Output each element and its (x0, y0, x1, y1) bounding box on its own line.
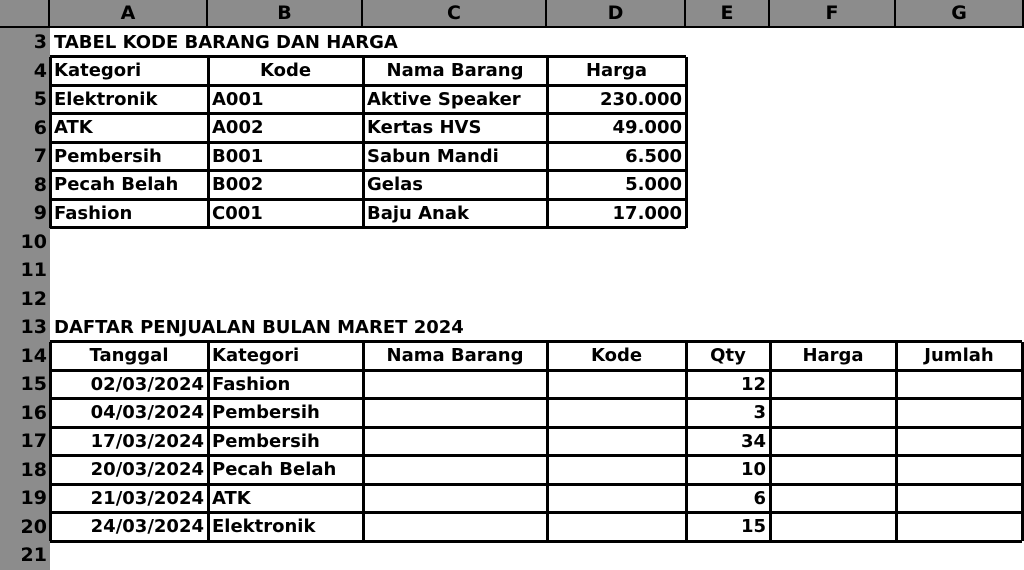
table2-header-nama-barang[interactable]: Nama Barang (386, 345, 524, 366)
table2-hline (50, 511, 1022, 514)
table2-cell[interactable] (900, 399, 1018, 427)
table2-hline (50, 340, 1022, 343)
table2-vline (546, 342, 549, 542)
table2-vline (1021, 342, 1024, 542)
row-header-4[interactable]: 4 (0, 57, 50, 86)
table2-hline (50, 369, 1022, 372)
table2-cell[interactable]: 20/03/2024 (90, 459, 204, 480)
table2-cell[interactable] (367, 399, 543, 427)
column-header-d[interactable]: D (547, 0, 686, 28)
table1-hline (50, 55, 686, 58)
table1-cell[interactable]: A002 (212, 117, 264, 138)
table2-cell[interactable] (774, 428, 892, 456)
table2-hline (50, 483, 1022, 486)
table2-cell[interactable]: 10 (740, 459, 766, 480)
table2-cell[interactable] (900, 456, 1018, 484)
table2-cell[interactable] (900, 371, 1018, 399)
row-header-18[interactable]: 18 (0, 456, 50, 485)
table1-cell[interactable]: Sabun Mandi (367, 145, 499, 167)
table1-cell[interactable]: Gelas (367, 174, 424, 195)
table2-cell[interactable] (367, 428, 543, 456)
table1-hline (50, 112, 686, 115)
column-header-f[interactable]: F (770, 0, 896, 28)
table2-cell[interactable]: 12 (740, 373, 766, 395)
table1-vline (49, 57, 52, 228)
column-header-b[interactable]: B (208, 0, 363, 28)
table1-cell[interactable]: Elektronik (54, 88, 158, 110)
row-header-19[interactable]: 19 (0, 484, 50, 513)
table1-cell[interactable]: B001 (212, 145, 264, 167)
table2-cell[interactable]: 02/03/2024 (90, 373, 204, 395)
table2-cell[interactable]: Pecah Belah (212, 459, 337, 480)
table2-cell[interactable]: Pembersih (212, 430, 320, 452)
table2-hline (50, 397, 1022, 400)
table2-cell[interactable] (551, 371, 682, 399)
table1-cell[interactable]: 230.000 (600, 88, 682, 110)
table2-header-harga[interactable]: Harga (802, 345, 864, 366)
table2-vline (362, 342, 365, 542)
table1-cell[interactable]: Pecah Belah (54, 174, 179, 195)
row-header-14[interactable]: 14 (0, 342, 50, 371)
table2-header-kode[interactable]: Kode (590, 345, 643, 366)
table2-header-jumlah[interactable]: Jumlah (924, 345, 994, 366)
row-header-10[interactable]: 10 (0, 228, 50, 257)
table2-hline (50, 454, 1022, 457)
table2-header-kategori[interactable]: Kategori (212, 345, 300, 366)
table2-header-tanggal[interactable]: Tanggal (89, 345, 169, 366)
table1-cell[interactable]: Fashion (54, 202, 133, 224)
table2-cell[interactable]: 04/03/2024 (90, 402, 204, 423)
column-header-a[interactable]: A (50, 0, 208, 28)
table1-cell[interactable]: Kertas HVS (367, 117, 482, 138)
table2-cell[interactable] (900, 428, 1018, 456)
table2-cell[interactable]: 34 (740, 430, 766, 452)
table2-cell[interactable]: 21/03/2024 (90, 487, 204, 509)
table1-vline (362, 57, 365, 228)
table2-cell[interactable]: ATK (212, 487, 251, 509)
row-header-11[interactable]: 11 (0, 256, 50, 285)
row-header-5[interactable]: 5 (0, 85, 50, 114)
table1-cell[interactable]: Aktive Speaker (367, 88, 521, 110)
table1-hline (50, 169, 686, 172)
table1-cell[interactable]: C001 (212, 202, 263, 224)
table2-cell[interactable] (774, 371, 892, 399)
row-header-3[interactable]: 3 (0, 28, 50, 57)
row-header-6[interactable]: 6 (0, 114, 50, 143)
table2-title: DAFTAR PENJUALAN BULAN MARET 2024 (54, 316, 464, 338)
table2-hline (50, 426, 1022, 429)
table2-cell[interactable]: 3 (753, 402, 766, 423)
table2-cell[interactable] (774, 485, 892, 513)
table2-cell[interactable]: Pembersih (212, 402, 320, 423)
table2-header-qty[interactable]: Qty (710, 345, 746, 366)
table2-vline (207, 342, 210, 542)
table2-cell[interactable] (774, 456, 892, 484)
table1-cell[interactable]: B002 (212, 174, 264, 195)
table2-cell[interactable] (551, 513, 682, 541)
table1-title: TABEL KODE BARANG DAN HARGA (54, 31, 398, 53)
table1-hline (50, 141, 686, 144)
row-header-7[interactable]: 7 (0, 142, 50, 171)
table2-cell[interactable] (774, 399, 892, 427)
table1-vline (685, 57, 688, 228)
table1-hline (50, 226, 686, 229)
table1-header-kode[interactable]: Kode (259, 60, 312, 81)
row-header-21[interactable]: 21 (0, 541, 50, 570)
table1-cell[interactable]: Pembersih (54, 145, 162, 167)
table2-cell[interactable] (551, 485, 682, 513)
table2-cell[interactable]: 6 (753, 487, 766, 509)
table1-header-harga[interactable]: Harga (585, 60, 648, 81)
table2-cell[interactable]: Fashion (212, 373, 291, 395)
table1-header-kategori[interactable]: Kategori (54, 60, 142, 81)
row-header-17[interactable]: 17 (0, 427, 50, 456)
row-header-13[interactable]: 13 (0, 313, 50, 342)
table2-cell[interactable] (774, 513, 892, 541)
table1-cell[interactable]: Baju Anak (367, 202, 469, 224)
table2-vline (685, 342, 688, 542)
row-header-20[interactable]: 20 (0, 513, 50, 542)
table1-cell[interactable]: ATK (54, 117, 93, 138)
table2-cell[interactable] (367, 513, 543, 541)
table1-cell[interactable]: 49.000 (612, 117, 682, 138)
table1-cell[interactable]: 6.500 (625, 145, 682, 167)
row-header-12[interactable]: 12 (0, 285, 50, 314)
row-header-15[interactable]: 15 (0, 370, 50, 399)
table1-vline (546, 57, 549, 228)
table2-cell[interactable] (900, 485, 1018, 513)
table2-vline (895, 342, 898, 542)
table1-cell[interactable]: 5.000 (625, 174, 682, 195)
table2-cell[interactable] (551, 399, 682, 427)
table1-vline (207, 57, 210, 228)
table2-cell[interactable]: Elektronik (212, 516, 316, 537)
row-header-9[interactable]: 9 (0, 199, 50, 228)
table1-hline (50, 198, 686, 201)
table2-cell[interactable] (551, 428, 682, 456)
table1-cell[interactable]: 17.000 (612, 202, 682, 224)
column-header-c[interactable]: C (363, 0, 547, 28)
table2-cell[interactable]: 17/03/2024 (90, 430, 204, 452)
column-header-e[interactable]: E (686, 0, 770, 28)
row-header-16[interactable]: 16 (0, 399, 50, 428)
table2-vline (769, 342, 772, 542)
table1-header-nama-barang[interactable]: Nama Barang (386, 60, 524, 81)
table1-cell[interactable]: A001 (212, 88, 264, 110)
table2-cell[interactable] (367, 371, 543, 399)
table2-cell[interactable] (551, 456, 682, 484)
table2-cell[interactable]: 24/03/2024 (90, 516, 204, 537)
table2-cell[interactable] (900, 513, 1018, 541)
table2-cell[interactable] (367, 456, 543, 484)
table2-vline (49, 342, 52, 542)
row-header-8[interactable]: 8 (0, 171, 50, 200)
table2-hline (50, 540, 1022, 543)
table2-cell[interactable] (367, 485, 543, 513)
table2-cell[interactable]: 15 (740, 516, 766, 537)
table1-hline (50, 84, 686, 87)
select-all-corner[interactable] (0, 0, 50, 28)
column-header-g[interactable]: G (896, 0, 1024, 28)
